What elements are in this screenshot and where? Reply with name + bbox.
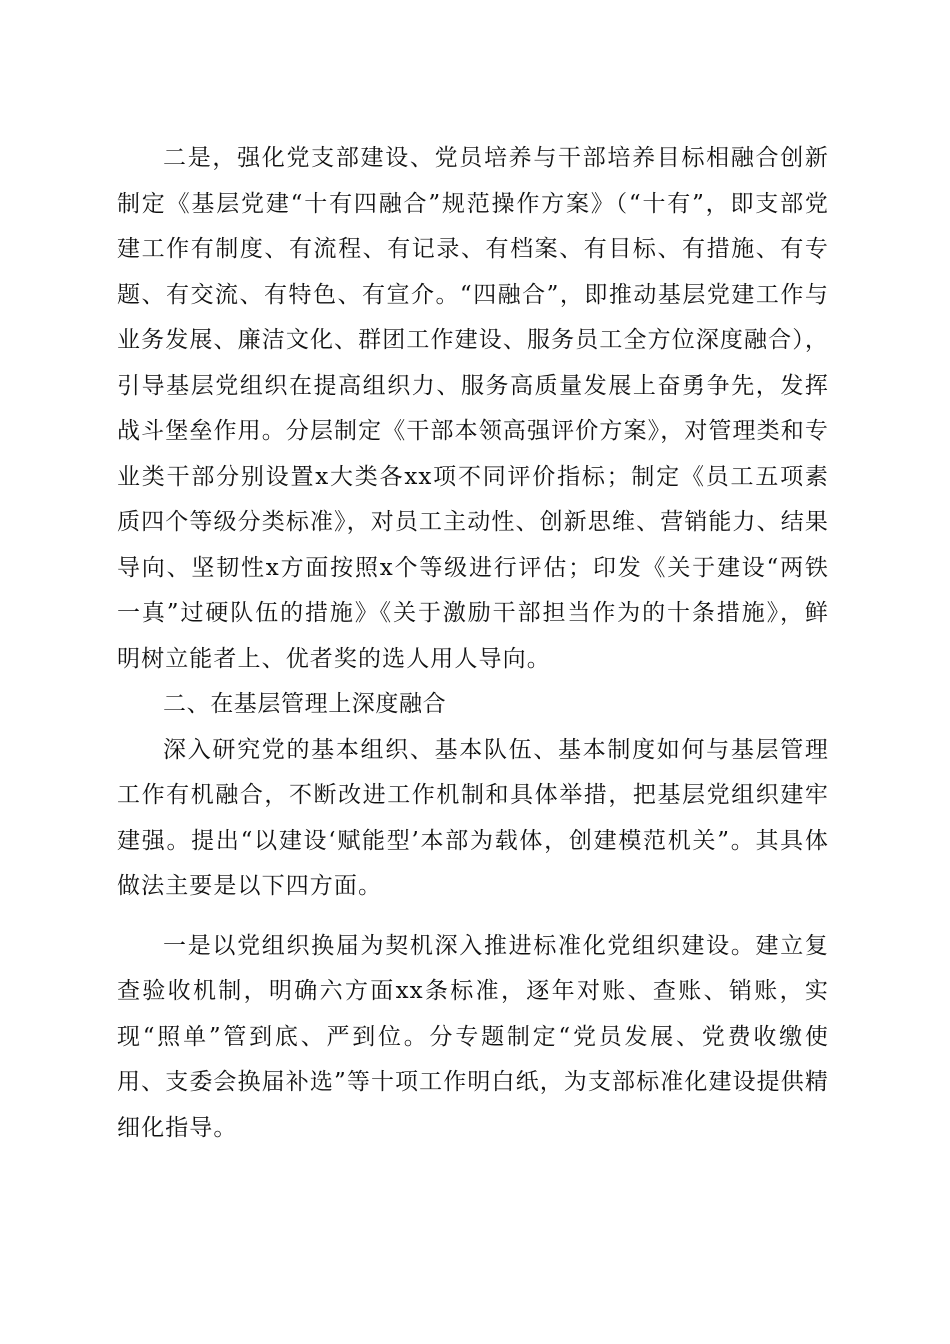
- section-heading-grassroots-management: 二、在基层管理上深度融合: [163, 691, 447, 717]
- paragraph-standardized-party-organization: 一是以党组织换届为契机深入推进标准化党组织建设。建立复查验收机制，明确六方面xx条标准，逐年对账、查账、销账，实现“照单”管到底、严到位。分专题制定“党员发展、党费收缴使用、支委会换届补选”等十项工作明白纸，为支部标准化建设提供精细化指导。: [117, 932, 829, 1141]
- paragraph-grassroots-management-intro: 深入研究党的基本组织、基本队伍、基本制度如何与基层管理工作有机融合，不断改进工作机制和具体举措，把基层党组织建牢建强。提出“以建设‘赋能型’本部为载体，创建模范机关”。其具体做法主要是以下四方面。: [117, 736, 829, 899]
- paragraph-party-branch-integration: 二是，强化党支部建设、党员培养与干部培养目标相融合创新制定《基层党建“十有四融合”规范操作方案》（“十有”，即支部党建工作有制度、有流程、有记录、有档案、有目标、有措施、有专题、有交流、有特色、有宣介。“四融合”，即推动基层党建工作与业务发展、廉洁文化、群团工作建设、服务员工全方位深度融合），引导基层党组织在提高组织力、服务高质量发展上奋勇争先，发挥战斗堡垒作用。分层制定《干部本领高强评价方案》，对管理类和专业类干部分别设置x大类各xx项不同评价指标；制定《员工五项素质四个等级分类标准》，对员工主动性、创新思维、营销能力、结果导向、坚韧性x方面按照x个等级进行评估；印发《关于建设“两铁一真”过硬队伍的措施》《关于激励干部担当作为的十条措施》，鲜明树立能者上、优者奖的选人用人导向。: [117, 145, 829, 672]
- document-body: [117, 136, 829, 1151]
